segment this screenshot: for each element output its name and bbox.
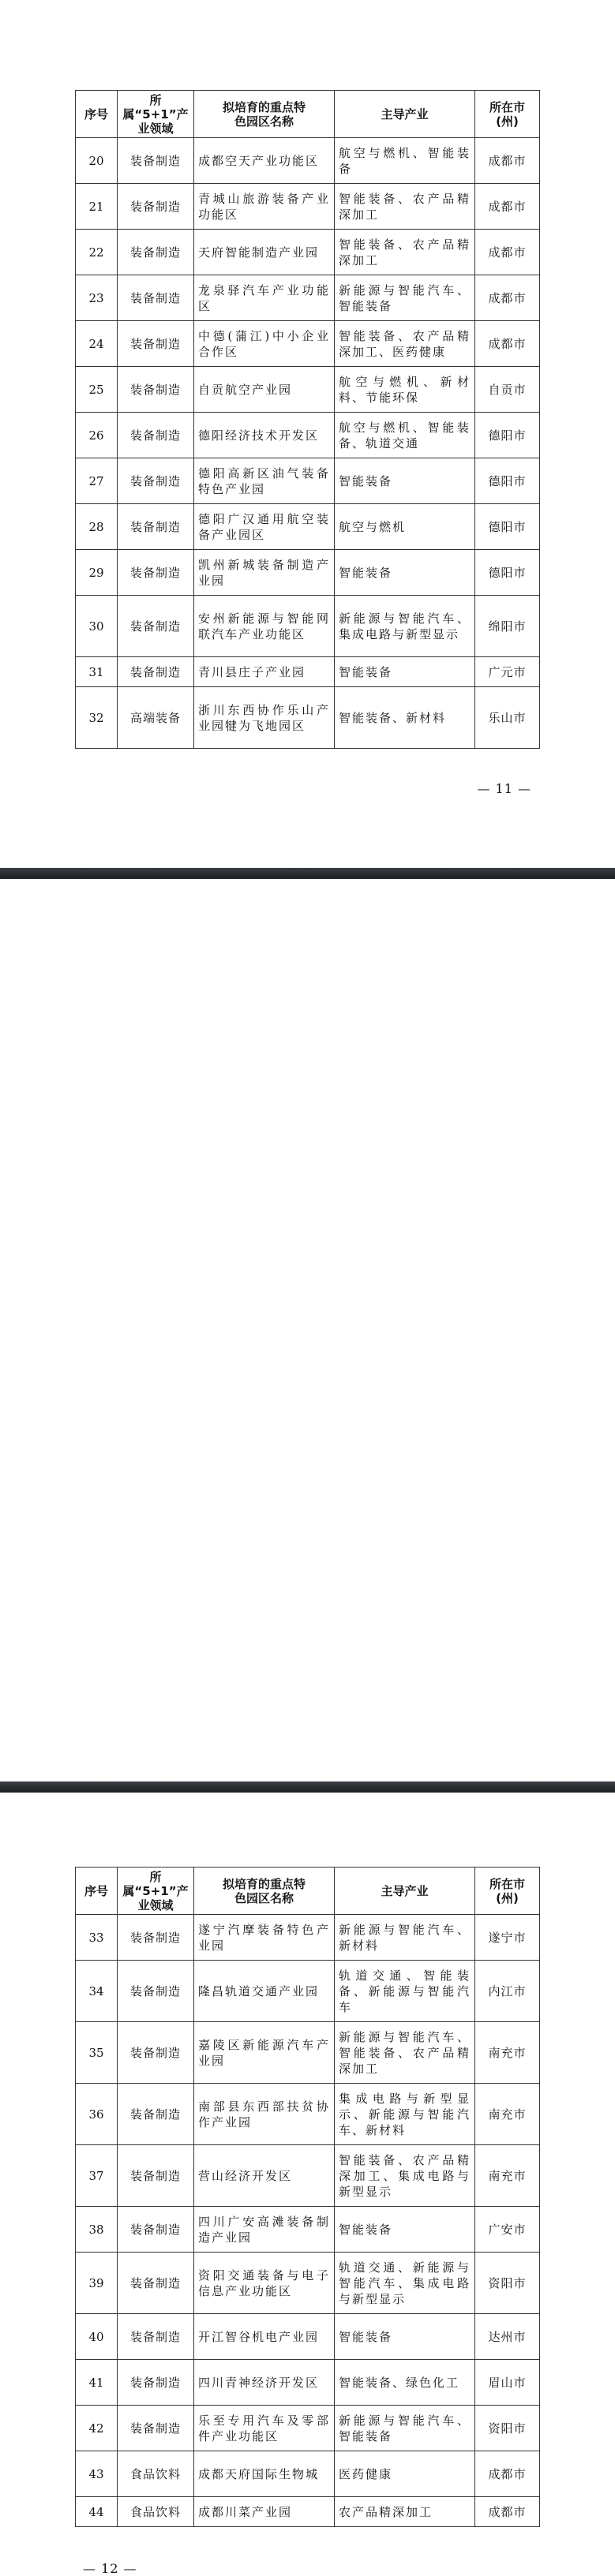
- row-industry: 新能源与智能汽车、智能装备: [335, 275, 475, 321]
- row-city: 资阳市: [475, 2253, 540, 2314]
- row-city: 成都市: [475, 275, 540, 321]
- row-number: 24: [76, 321, 118, 367]
- row-number: 26: [76, 413, 118, 458]
- row-industry: 医药健康: [335, 2451, 475, 2497]
- table-row: [76, 275, 540, 321]
- row-industry: 智能装备、农产品精深加工: [335, 184, 475, 230]
- row-category: 装备制造: [118, 550, 194, 596]
- row-city: 广安市: [475, 2207, 540, 2253]
- row-city: 成都市: [475, 2497, 540, 2527]
- row-number: 28: [76, 504, 118, 550]
- table-row: [76, 504, 540, 550]
- row-category: 装备制造: [118, 367, 194, 413]
- row-city: 德阳市: [475, 458, 540, 504]
- row-number: 33: [76, 1915, 118, 1961]
- row-category: 装备制造: [118, 1961, 194, 2022]
- row-city: 成都市: [475, 184, 540, 230]
- row-category: 食品饮料: [118, 2497, 194, 2527]
- row-number: 30: [76, 596, 118, 657]
- row-category: 装备制造: [118, 230, 194, 275]
- row-number: 40: [76, 2314, 118, 2360]
- header-category: 所属“5+1”产业领域: [118, 1868, 194, 1915]
- table-row: [76, 2084, 540, 2145]
- header-park: 拟培育的重点特色园区名称: [194, 91, 335, 138]
- table-row: [76, 1915, 540, 1961]
- row-category: 装备制造: [118, 2360, 194, 2406]
- row-park-name: 开江智谷机电产业园: [194, 2314, 335, 2360]
- row-park-name: 成都川菜产业园: [194, 2497, 335, 2527]
- table-row: [76, 230, 540, 275]
- row-category: 装备制造: [118, 2145, 194, 2207]
- row-park-name: 遂宁汽摩装备特色产业园: [194, 1915, 335, 1961]
- row-city: 成都市: [475, 230, 540, 275]
- row-city: 绵阳市: [475, 596, 540, 657]
- row-category: 装备制造: [118, 596, 194, 657]
- row-number: 32: [76, 687, 118, 749]
- table-row: [76, 657, 540, 687]
- row-category: 装备制造: [118, 275, 194, 321]
- row-city: 自贡市: [475, 367, 540, 413]
- row-category: 高端装备: [118, 687, 194, 749]
- row-city: 南充市: [475, 2022, 540, 2084]
- row-city: 成都市: [475, 138, 540, 184]
- row-park-name: 四川青神经济开发区: [194, 2360, 335, 2406]
- row-number: 27: [76, 458, 118, 504]
- row-park-name: 南部县东西部扶贫协作产业园: [194, 2084, 335, 2145]
- header-city: 所在市(州): [475, 1868, 540, 1915]
- row-park-name: 四川广安高滩装备制造产业园: [194, 2207, 335, 2253]
- header-park: 拟培育的重点特色园区名称: [194, 1868, 335, 1915]
- table-row: [76, 2451, 540, 2497]
- row-park-name: 龙泉驿汽车产业功能区: [194, 275, 335, 321]
- row-park-name: 中德(蒲江)中小企业合作区: [194, 321, 335, 367]
- table-row: [76, 2406, 540, 2451]
- header-category: 所属“5+1”产业领域: [118, 91, 194, 138]
- row-number: 23: [76, 275, 118, 321]
- row-park-name: 德阳高新区油气装备特色产业园: [194, 458, 335, 504]
- row-industry: 集成电路与新型显示、新能源与智能汽车、新材料: [335, 2084, 475, 2145]
- row-industry: 智能装备: [335, 657, 475, 687]
- row-city: 遂宁市: [475, 1915, 540, 1961]
- row-park-name: 青城山旅游装备产业功能区: [194, 184, 335, 230]
- row-number: 42: [76, 2406, 118, 2451]
- row-industry: 智能装备、农产品精深加工、集成电路与新型显示: [335, 2145, 475, 2207]
- table-row: [76, 184, 540, 230]
- row-park-name: 营山经济开发区: [194, 2145, 335, 2207]
- row-park-name: 资阳交通装备与电子信息产业功能区: [194, 2253, 335, 2314]
- row-city: 内江市: [475, 1961, 540, 2022]
- row-category: 装备制造: [118, 321, 194, 367]
- table-row: [76, 2207, 540, 2253]
- row-city: 资阳市: [475, 2406, 540, 2451]
- row-category: 装备制造: [118, 138, 194, 184]
- page-number: — 12 —: [83, 2561, 137, 2576]
- row-industry: 智能装备、农产品精深加工: [335, 230, 475, 275]
- table-row: [76, 2314, 540, 2360]
- row-category: 装备制造: [118, 657, 194, 687]
- row-industry: 航空与燃机: [335, 504, 475, 550]
- row-park-name: 德阳经济技术开发区: [194, 413, 335, 458]
- row-industry: 智能装备: [335, 2207, 475, 2253]
- row-industry: 航空与燃机、新材料、节能环保: [335, 367, 475, 413]
- row-number: 41: [76, 2360, 118, 2406]
- row-number: 20: [76, 138, 118, 184]
- table-row: [76, 2022, 540, 2084]
- row-park-name: 天府智能制造产业园: [194, 230, 335, 275]
- table-row: [76, 1961, 540, 2022]
- row-industry: 新能源与智能汽车、智能装备、农产品精深加工: [335, 2022, 475, 2084]
- row-number: 43: [76, 2451, 118, 2497]
- row-industry: 新能源与智能汽车、新材料: [335, 1915, 475, 1961]
- row-industry: 智能装备、绿色化工: [335, 2360, 475, 2406]
- row-park-name: 凯州新城装备制造产业园: [194, 550, 335, 596]
- row-park-name: 青川县庄子产业园: [194, 657, 335, 687]
- row-category: 装备制造: [118, 2314, 194, 2360]
- row-industry: 农产品精深加工: [335, 2497, 475, 2527]
- page-11: [0, 0, 615, 866]
- row-park-name: 嘉陵区新能源汽车产业园: [194, 2022, 335, 2084]
- row-industry: 新能源与智能汽车、集成电路与新型显示: [335, 596, 475, 657]
- row-industry: 智能装备: [335, 550, 475, 596]
- table-row: [76, 550, 540, 596]
- table-row: [76, 2360, 540, 2406]
- row-park-name: 隆昌轨道交通产业园: [194, 1961, 335, 2022]
- row-category: 装备制造: [118, 184, 194, 230]
- row-number: 44: [76, 2497, 118, 2527]
- table-row: [76, 138, 540, 184]
- page-divider: [0, 868, 615, 879]
- row-number: 34: [76, 1961, 118, 2022]
- row-city: 乐山市: [475, 687, 540, 749]
- page-number: — 11 —: [477, 781, 531, 796]
- table-row: [76, 687, 540, 749]
- row-city: 南充市: [475, 2084, 540, 2145]
- park-table-page-11: [75, 90, 540, 749]
- row-city: 成都市: [475, 321, 540, 367]
- page-12: [0, 882, 615, 2576]
- row-number: 29: [76, 550, 118, 596]
- table-header-row: [76, 1868, 540, 1915]
- row-city: 眉山市: [475, 2360, 540, 2406]
- row-category: 装备制造: [118, 504, 194, 550]
- table-row: [76, 2253, 540, 2314]
- row-city: 德阳市: [475, 413, 540, 458]
- row-category: 装备制造: [118, 2406, 194, 2451]
- row-category: 装备制造: [118, 2022, 194, 2084]
- header-industry: 主导产业: [335, 1868, 475, 1915]
- header-city: 所在市(州): [475, 91, 540, 138]
- table-header-row: [76, 91, 540, 138]
- row-industry: 智能装备、新材料: [335, 687, 475, 749]
- row-industry: 智能装备: [335, 458, 475, 504]
- row-category: 装备制造: [118, 458, 194, 504]
- row-number: 36: [76, 2084, 118, 2145]
- page-divider: [0, 1782, 615, 1793]
- header-no: 序号: [76, 91, 118, 138]
- row-park-name: 德阳广汉通用航空装备产业园区: [194, 504, 335, 550]
- row-park-name: 乐至专用汽车及零部件产业功能区: [194, 2406, 335, 2451]
- row-city: 德阳市: [475, 550, 540, 596]
- table-row: [76, 2497, 540, 2527]
- row-number: 37: [76, 2145, 118, 2207]
- row-industry: 智能装备、农产品精深加工、医药健康: [335, 321, 475, 367]
- row-industry: 航空与燃机、智能装备、轨道交通: [335, 413, 475, 458]
- table-row: [76, 596, 540, 657]
- row-industry: 轨道交通、智能装备、新能源与智能汽车: [335, 1961, 475, 2022]
- row-park-name: 成都天府国际生物城: [194, 2451, 335, 2497]
- table-body: [76, 1915, 540, 2527]
- row-park-name: 自贡航空产业园: [194, 367, 335, 413]
- row-number: 39: [76, 2253, 118, 2314]
- row-park-name: 成都空天产业功能区: [194, 138, 335, 184]
- row-industry: 轨道交通、新能源与智能汽车、集成电路与新型显示: [335, 2253, 475, 2314]
- row-number: 22: [76, 230, 118, 275]
- table-row: [76, 321, 540, 367]
- row-category: 装备制造: [118, 1915, 194, 1961]
- row-number: 21: [76, 184, 118, 230]
- row-category: 装备制造: [118, 2253, 194, 2314]
- header-industry: 主导产业: [335, 91, 475, 138]
- row-city: 成都市: [475, 2451, 540, 2497]
- table-body: [76, 138, 540, 749]
- table-row: [76, 367, 540, 413]
- row-city: 南充市: [475, 2145, 540, 2207]
- row-city: 广元市: [475, 657, 540, 687]
- row-industry: 新能源与智能汽车、智能装备: [335, 2406, 475, 2451]
- row-city: 德阳市: [475, 504, 540, 550]
- row-park-name: 浙川东西协作乐山产业园犍为飞地园区: [194, 687, 335, 749]
- row-number: 35: [76, 2022, 118, 2084]
- row-industry: 智能装备: [335, 2314, 475, 2360]
- row-city: 达州市: [475, 2314, 540, 2360]
- row-category: 装备制造: [118, 2084, 194, 2145]
- row-number: 25: [76, 367, 118, 413]
- row-park-name: 安州新能源与智能网联汽车产业功能区: [194, 596, 335, 657]
- table-row: [76, 413, 540, 458]
- park-table-page-12: [75, 1867, 540, 2527]
- table-row: [76, 2145, 540, 2207]
- row-category: 装备制造: [118, 2207, 194, 2253]
- row-number: 31: [76, 657, 118, 687]
- row-number: 38: [76, 2207, 118, 2253]
- header-no: 序号: [76, 1868, 118, 1915]
- row-category: 装备制造: [118, 413, 194, 458]
- row-industry: 航空与燃机、智能装备: [335, 138, 475, 184]
- table-row: [76, 458, 540, 504]
- row-category: 食品饮料: [118, 2451, 194, 2497]
